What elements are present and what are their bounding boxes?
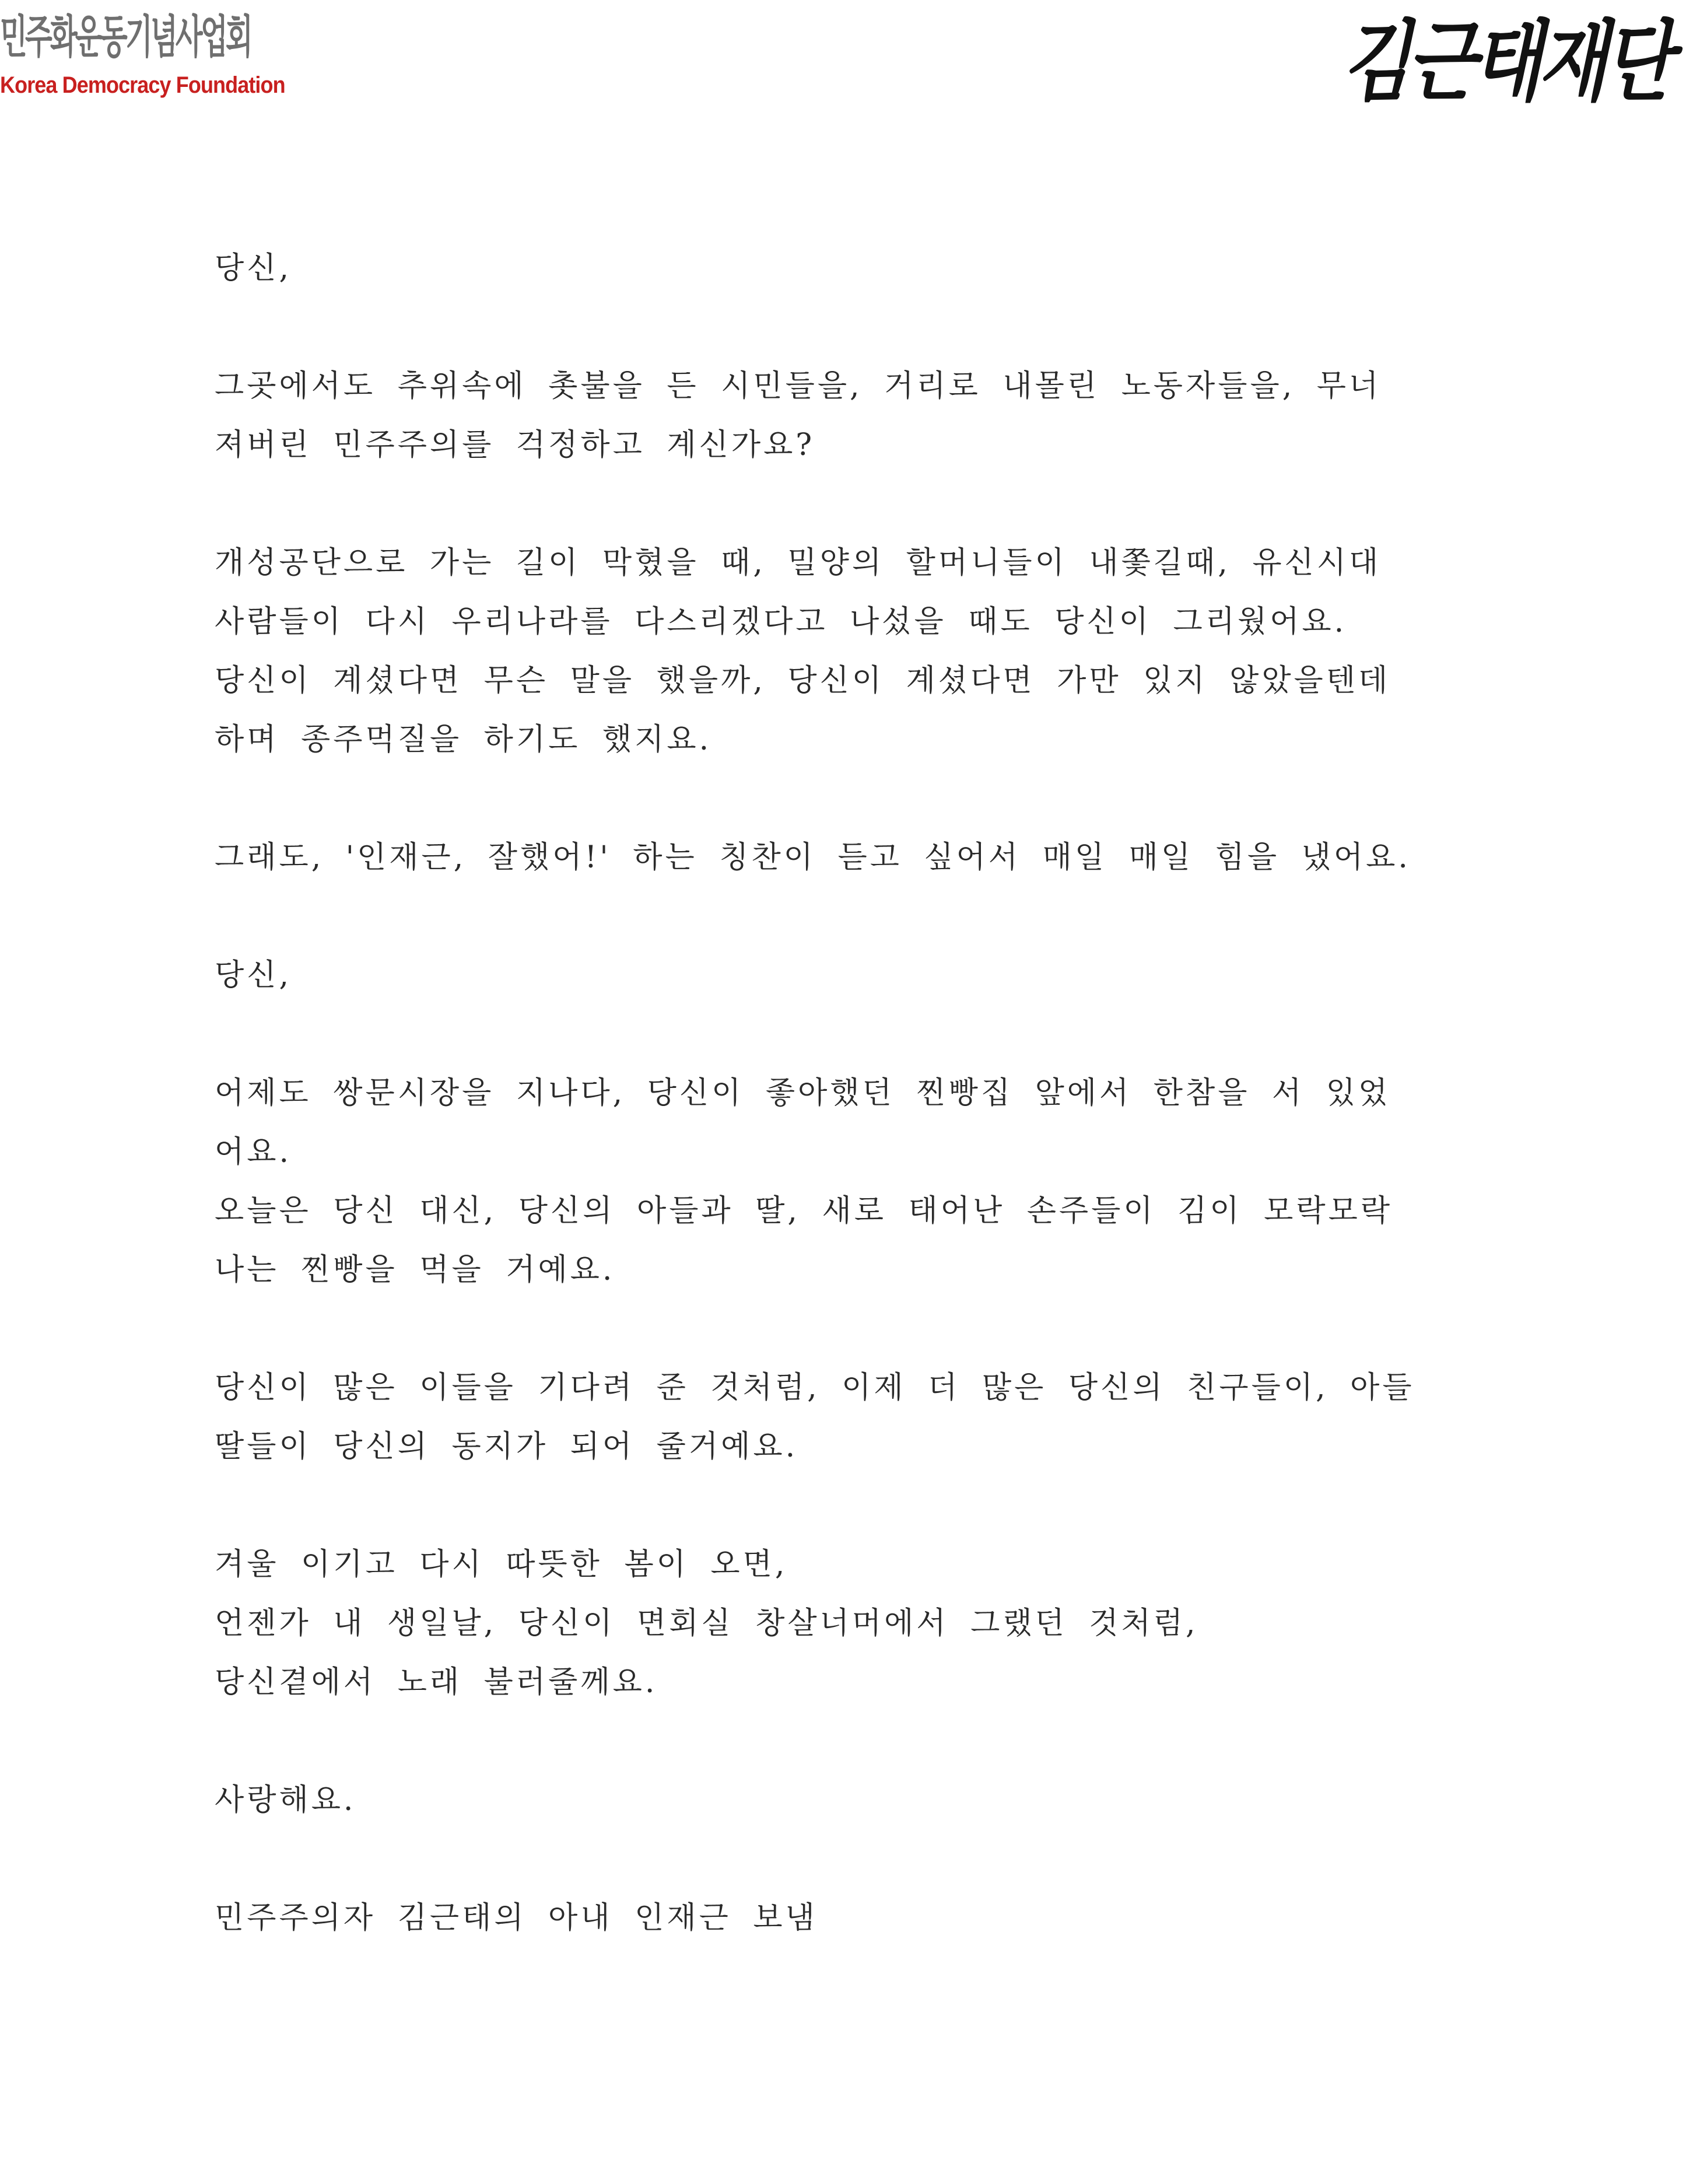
kimgeuntae-foundation-logo-text: 김근태재단	[1337, 12, 1686, 113]
letter-line: 딸들이 당신의 동지가 되어 줄거예요.	[215, 1429, 798, 1464]
letter-paragraph	[215, 1771, 1346, 1830]
kdf-logo-korean: 민주화운동기념사업회	[0, 11, 251, 64]
letter-line: 겨울 이기고 다시 따뜻한 봄이 오면,	[215, 1547, 788, 1582]
letter-line: 그곳에서도 추위속에 촛불을 든 시민들을, 거리로 내몰린 노동자들을, 무너	[215, 369, 1382, 404]
letter-paragraph	[215, 239, 1346, 298]
kimgeuntae-foundation-logo	[1287, 12, 1686, 130]
kdf-logo	[0, 10, 285, 99]
letter-line: 당신,	[215, 251, 292, 286]
letter-line: 언젠가 내 생일날, 당신이 면회실 창살너머에서 그랬던 것처럼,	[215, 1606, 1198, 1641]
letter-paragraph	[215, 1889, 1346, 1948]
letter-line: 당신이 계셨다면 무슨 말을 했을까, 당신이 계셨다면 가만 있지 않았을텐데	[215, 663, 1391, 698]
letter-paragraph	[215, 946, 1346, 1005]
letter-line: 당신이 많은 이들을 기다려 준 것처럼, 이제 더 많은 당신의 친구들이, 아들	[215, 1370, 1415, 1405]
kdf-logo-english: Korea Democracy Foundation	[0, 72, 285, 98]
letter-paragraph	[215, 534, 1391, 769]
letter-line: 당신,	[215, 958, 292, 993]
letter-line: 져버린 민주주의를 걱정하고 계신가요?	[215, 428, 815, 463]
letter-paragraph	[215, 1359, 1415, 1476]
letter-line: 그래도, '인재근, 잘했어!' 하는 칭찬이 듣고 싶어서 매일 매일 힘을 냈어요.	[215, 840, 1411, 875]
letter-line: 나는 찐빵을 먹을 거예요.	[215, 1252, 615, 1287]
letter-paragraph	[215, 1535, 1346, 1712]
letter-line: 어요.	[215, 1135, 292, 1170]
letter-line: 당신곁에서 노래 불러줄께요.	[215, 1665, 658, 1700]
letter-body	[215, 239, 1415, 2007]
letter-line: 개성공단으로 가는 길이 막혔을 때, 밀양의 할머니들이 내쫓길때, 유신시대	[215, 545, 1382, 580]
letter-paragraph	[215, 828, 1411, 887]
letter-line: 오늘은 당신 대신, 당신의 아들과 딸, 새로 태어난 손주들이 김이 모락모락	[215, 1194, 1393, 1228]
letter-paragraph	[215, 1064, 1393, 1300]
letter-line: 사랑해요.	[215, 1783, 356, 1818]
letter-line: 하며 종주먹질을 하기도 했지요.	[215, 722, 712, 757]
letter-line: 어제도 쌍문시장을 지나다, 당신이 좋아했던 찐빵집 앞에서 한참을 서 있었	[215, 1076, 1391, 1111]
letter-line: 민주주의자 김근태의 아내 인재근 보냄	[215, 1901, 818, 1936]
letter-paragraph	[215, 357, 1382, 475]
letter-line: 사람들이 다시 우리나라를 다스리겠다고 나섰을 때도 당신이 그리웠어요.	[215, 604, 1347, 639]
